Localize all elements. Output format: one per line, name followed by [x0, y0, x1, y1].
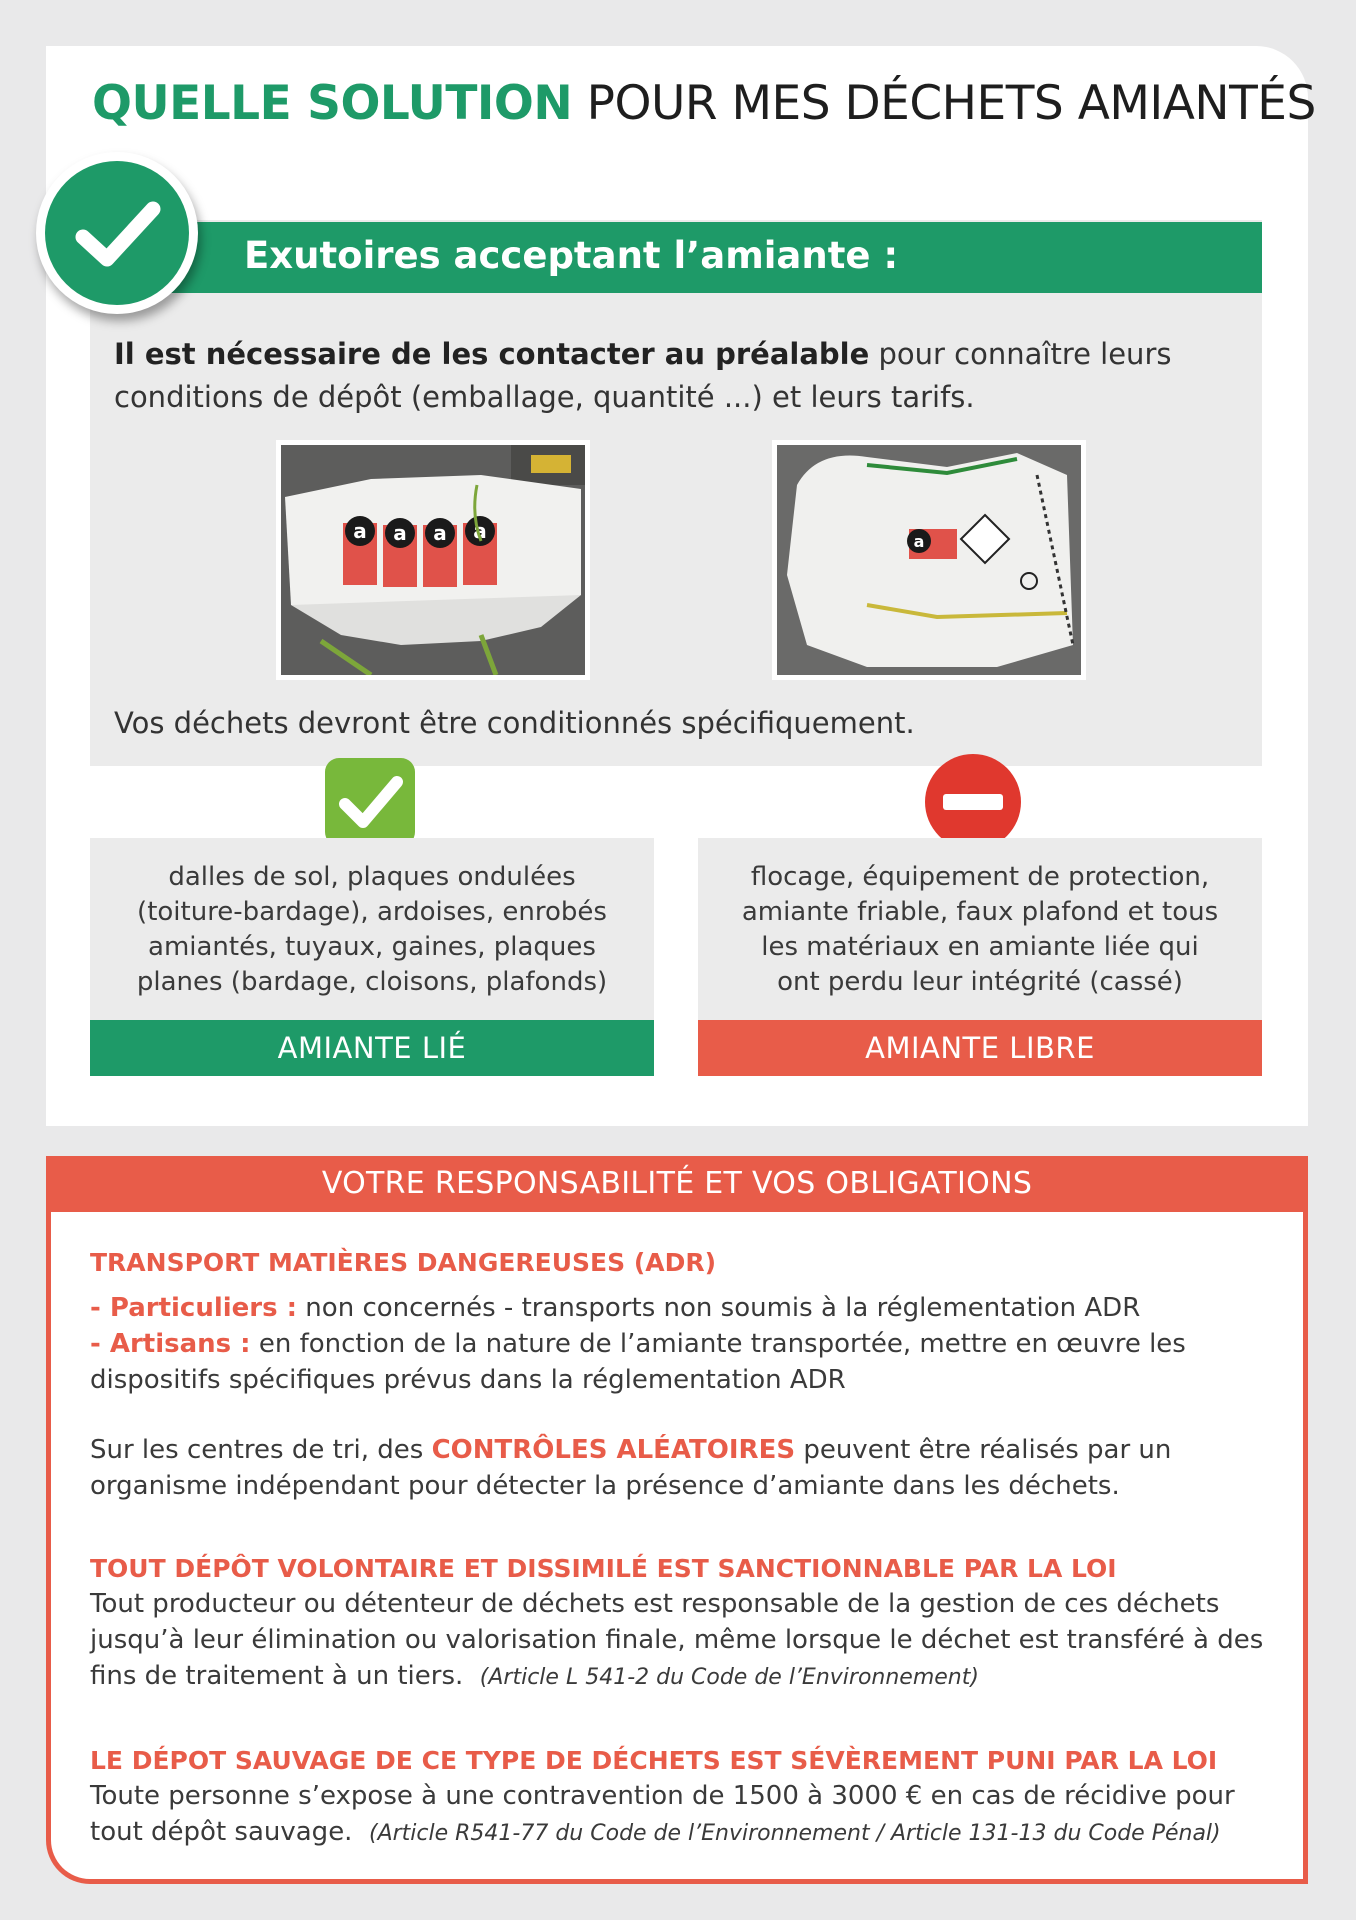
illegal-dumping-reference: (Article R541-77 du Code de l’Environnement / Article 131-13 du Code Pénal) [368, 1821, 1221, 1846]
transport-artisans [90, 1326, 1270, 1398]
asbestos-bag-illustration-2 [777, 445, 1081, 675]
bag-label-letter: a [913, 532, 925, 551]
page-title [92, 76, 1316, 131]
check-mark-icon [325, 758, 415, 846]
transport-individuals [90, 1290, 1270, 1326]
exutoires-banner-text: Exutoires acceptant l’amiante : [244, 234, 899, 277]
voluntary-deposit-text: Tout producteur ou détenteur de déchets est responsable de la gestion de ces déchets jusqu’à leur élimination ou valorisation finale, même lorsque le déchet est transféré à des fins de traitement à un tiers. [90, 1589, 1264, 1691]
intro-bold: Il est nécessaire de les contacter au préalable [114, 337, 870, 371]
bag-label-letter: a [393, 521, 407, 545]
photo-asbestos-bag-labels [276, 440, 590, 680]
free-asbestos-box [698, 838, 1262, 1020]
title-highlight: QUELLE SOLUTION [92, 76, 573, 131]
free-asbestos-label: AMIANTE LIBRE [698, 1020, 1262, 1076]
artisans-label: - Artisans : [90, 1329, 251, 1359]
check-badge-icon [36, 152, 198, 314]
controls-before: Sur les centres de tri, des [90, 1435, 432, 1465]
free-asbestos-description: flocage, équipement de protection, amiante friable, faux plafond et tous les matériaux en amiante liée qui ont perdu leur intégrité (cassé) [741, 862, 1219, 997]
intro-rest: pour connaître leurs conditions de dépôt (emballage, quantité ...) et leurs tarifs. [114, 337, 1172, 414]
responsibility-header: VOTRE RESPONSABILITÉ ET VOS OBLIGATIONS [46, 1156, 1308, 1212]
check-mark-glyph [325, 758, 415, 846]
illegal-dumping-title: LE DÉPOT SAUVAGE DE CE TYPE DE DÉCHETS EST SÉVÈREMENT PUNI PAR LA LOI [90, 1746, 1218, 1775]
controls-after: peuvent être réalisés par un organisme indépendant pour détecter la présence d’amiante dans les déchets. [90, 1435, 1172, 1501]
voluntary-deposit-paragraph [90, 1586, 1270, 1696]
photo-asbestos-open-bag [772, 440, 1086, 680]
bound-asbestos-box [90, 838, 654, 1020]
bag-label-letter: a [473, 519, 487, 543]
bound-asbestos-description: dalles de sol, plaques ondulées (toiture-bardage), ardoises, enrobés amiantés, tuyaux, gaines, plaques planes (bardage, cloisons, plafonds) [136, 862, 608, 997]
asbestos-bag-illustration-1 [281, 445, 585, 675]
voluntary-deposit-title: TOUT DÉPÔT VOLONTAIRE ET DISSIMILÉ EST SANCTIONNABLE PAR LA LOI [90, 1554, 1117, 1583]
illegal-dumping-text: Toute personne s’expose à une contravention de 1500 à 3000 € en cas de récidive pour tout dépôt sauvage. [90, 1781, 1235, 1847]
info-panel [90, 220, 1262, 766]
no-entry-icon [925, 754, 1021, 850]
voluntary-deposit-reference: (Article L 541-2 du Code de l’Environnement) [479, 1665, 979, 1690]
packaging-note: Vos déchets devront être conditionnés spécifiquement. [114, 706, 915, 740]
individuals-label: - Particuliers : [90, 1293, 298, 1323]
controls-highlight: CONTRÔLES ALÉATOIRES [431, 1435, 796, 1465]
controls-paragraph [90, 1432, 1270, 1504]
no-entry-bar [943, 794, 1003, 810]
title-rest: POUR MES DÉCHETS AMIANTÉS [572, 76, 1316, 131]
illegal-dumping-paragraph [90, 1778, 1270, 1852]
intro-paragraph [114, 333, 1234, 419]
check-badge-disc [45, 161, 189, 305]
bag-label-letter: a [353, 519, 367, 543]
individuals-text: non concernés - transports non soumis à la réglementation ADR [297, 1293, 1141, 1323]
artisans-text: en fonction de la nature de l’amiante transportée, mettre en œuvre les dispositifs spécifiques prévus dans la réglementation ADR [90, 1329, 1186, 1395]
bag-label-letter: a [433, 521, 447, 545]
check-mark-glyph [45, 161, 189, 305]
bound-asbestos-label: AMIANTE LIÉ [90, 1020, 654, 1076]
transport-title: TRANSPORT MATIÈRES DANGEREUSES (ADR) [90, 1248, 717, 1277]
